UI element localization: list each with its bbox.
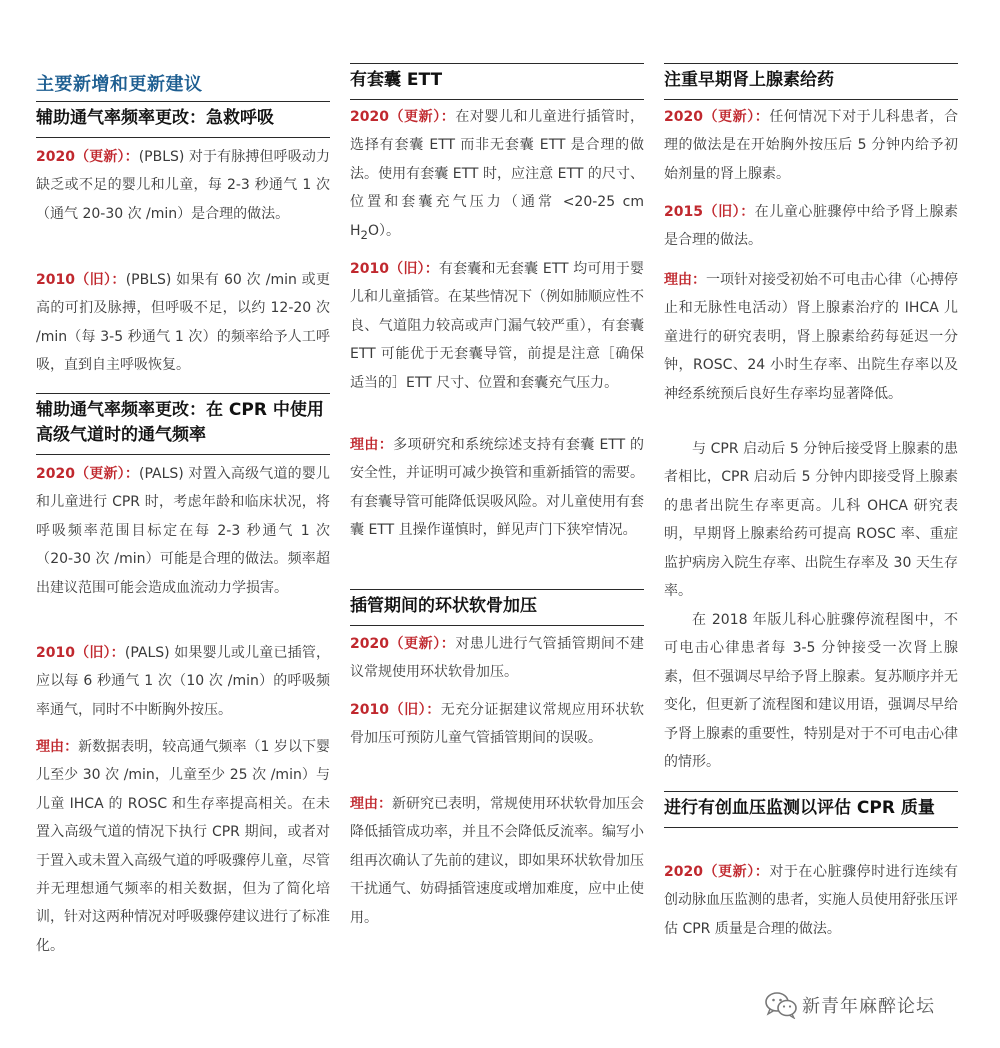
label-2020-update: 2020（更新）： xyxy=(350,636,456,652)
paragraph-algorithm-2018: 在 2018 年版儿科心脏骤停流程图中，不可电击心律患者每 3-5 分钟接受一次肾上腺素，但不强调尽早给予肾上腺素。复苏顺序并无变化，但更新了流程图和建议用语，强调尽早给予肾上腺素的重要性，特别是对于不可电击心律的情形。 xyxy=(664,612,958,771)
label-2020-update: 2020（更新）： xyxy=(36,466,140,482)
paragraph-2020-update xyxy=(350,630,644,687)
paragraph-text: 在对婴儿和儿童进行插管时，选择有套囊 ETT 而非无套囊 ETT 是合理的做法。使用有套囊 ETT 时，应注意 ETT 的尺寸、位置和套囊充气压力（通常 <20-25 cm H xyxy=(350,109,644,239)
paragraph-text: (PALS) 对置入高级气道的婴儿和儿童进行 CPR 时，考虑年龄和临床状况，将呼吸频率范围目标定在每 2-3 秒通气 1 次（20-30 次 /min）可能是合理的做法。频率超出建议范围可能会造成血流动力学损害。 xyxy=(36,466,330,596)
section-title-cricoid-pressure: 插管期间的环状软骨加压 xyxy=(350,589,644,626)
paragraph-text: 对患儿进行气管插管期间不建议常规使用环状软骨加压。 xyxy=(350,636,644,681)
paragraph-text: 无充分证据建议常规应用环状软骨加压可预防儿童气管插管期间的误吸。 xyxy=(350,702,645,747)
paragraph-text: (PBLS) 对于有脉搏但呼吸动力缺乏或不足的婴儿和儿童，每 2-3 秒通气 1 次（通气 20-30 次 /min）是合理的做法。 xyxy=(36,149,330,222)
label-2010-old: 2010（旧）： xyxy=(350,702,441,718)
paragraph-reason xyxy=(664,266,958,408)
paragraph-2020-update xyxy=(664,103,958,188)
paragraph-reason xyxy=(350,790,644,932)
label-2015-old: 2015（旧）： xyxy=(664,204,755,220)
paragraph-2010-old xyxy=(350,696,644,753)
section-title-invasive-bp-monitoring: 进行有创血压监测以评估 CPR 质量 xyxy=(664,791,958,828)
paragraph-2010-old xyxy=(36,639,330,724)
label-reason: 理由： xyxy=(664,272,706,288)
paragraph-2020-update xyxy=(350,103,644,249)
paragraph-2020-update xyxy=(36,460,330,602)
label-2010-old: 2010（旧）： xyxy=(36,272,126,288)
paragraph-text: 新研究已表明，常规使用环状软骨加压会降低插管成功率，并且不会降低反流率。编写小组再次确认了先前的建议，即如果环状软骨加压干扰通气、妨碍插管速度或增加难度，应中止使用。 xyxy=(350,796,644,926)
label-2010-old: 2010（旧）： xyxy=(36,645,125,661)
paragraph-text: 在儿童心脏骤停中给予肾上腺素是合理的做法。 xyxy=(664,204,959,249)
label-2020-update: 2020（更新）： xyxy=(664,864,770,880)
paragraph-2010-old xyxy=(350,255,644,397)
page-title: 主要新增和更新建议 xyxy=(36,74,203,95)
paragraph-text: (PBLS) 如果有 60 次 /min 或更高的可扪及脉搏，但呼吸不足，以约 12-20 次 /min（每 3-5 秒通气 1 次）的频率给予人工呼吸，直到自主呼吸恢复。 xyxy=(36,272,331,374)
label-2020-update: 2020（更新）： xyxy=(664,109,770,125)
label-2020-update: 2020（更新）： xyxy=(350,109,456,125)
section-title-early-epinephrine: 注重早期肾上腺素给药 xyxy=(664,63,958,100)
paragraph-2010-old xyxy=(36,266,330,380)
paragraph-2020-update xyxy=(664,858,958,943)
wechat-icon xyxy=(764,991,798,1019)
subscript: 2 xyxy=(360,227,368,242)
section-title-cuffed-ett: 有套囊 ETT xyxy=(350,63,644,100)
paragraph-text: 多项研究和系统综述支持有套囊 ETT 的安全性，并证明可减少换管和重新插管的需要。有套囊导管可能降低误吸风险。对儿童使用有套囊 ETT 且操作谨慎时，鲜见声门下狭窄情况。 xyxy=(350,437,644,539)
paragraph-text: 任何情况下对于儿科患者，合理的做法是在开始胸外按压后 5 分钟内给予初始剂量的肾上腺素。 xyxy=(664,109,958,182)
section-title-ventilation-rescue: 辅助通气率频率更改：急救呼吸 xyxy=(36,101,330,138)
label-2010-old: 2010（旧）： xyxy=(350,261,439,277)
paragraph-2015-old xyxy=(664,198,958,255)
paragraph-2020-update xyxy=(36,143,330,228)
paragraph-epinephrine-survival: 与 CPR 启动后 5 分钟后接受肾上腺素的患者相比，CPR 启动后 5 分钟内即接受肾上腺素的患者出院生存率更高。儿科 OHCA 研究表明，早期肾上腺素给药可提高 ROSC 率、重症监护病房入院生存率、出院生存率及 30 天生存率。 xyxy=(664,441,958,600)
paragraph-reason xyxy=(36,733,330,960)
paragraph-text: 新数据表明，较高通气频率（1 岁以下婴儿至少 30 次 /min，儿童至少 25 次 /min）与儿童 IHCA 的 ROSC 和生存率提高相关。在未置入高级气道的情况下执行 CPR 期间，或者对于置入或未置入高级气道的呼吸骤停儿童，尽管并无理想通气频率的相关数据，但为了简化培训，针对这两种情况对呼吸骤停建议进行了标准化。 xyxy=(36,739,331,954)
paragraph-text: (PALS) 如果婴儿或儿童已插管，应以每 6 秒通气 1 次（10 次 /min）的呼吸频率通气，同时不中断胸外按压。 xyxy=(36,645,330,718)
paragraph-text: 有套囊和无套囊 ETT 均可用于婴儿和儿童插管。在某些情况下（例如肺顺应性不良、气道阻力较高或声门漏气较严重），有套囊 ETT 可能优于无套囊导管，前提是注意［确保适当的］ETT 尺寸、位置和套囊充气压力。 xyxy=(350,261,644,391)
section-title-ventilation-advanced-airway: 辅助通气率频率更改：在 CPR 中使用高级气道时的通气频率 xyxy=(36,393,330,455)
label-2020-update: 2020（更新）： xyxy=(36,149,139,165)
watermark-text: 新青年麻醉论坛 xyxy=(802,996,935,1017)
label-reason: 理由： xyxy=(36,739,79,755)
label-reason: 理由： xyxy=(350,437,394,453)
paragraph-reason xyxy=(350,431,644,545)
watermark xyxy=(764,988,994,1022)
paragraph-text: 一项针对接受初始不可电击心律（心搏停止和无脉性电活动）肾上腺素治疗的 IHCA 儿童进行的研究表明，肾上腺素给药每延迟一分钟，ROSC、24 小时生存率、出院生存率以及神经系统预后良好生存率均显著降低。 xyxy=(664,272,958,402)
paragraph-text: O）。 xyxy=(367,222,400,239)
label-reason: 理由： xyxy=(350,796,392,812)
paragraph-text: 对于在心脏骤停时进行连续有创动脉血压监测的患者，实施人员使用舒张压评估 CPR 质量是合理的做法。 xyxy=(664,864,958,937)
